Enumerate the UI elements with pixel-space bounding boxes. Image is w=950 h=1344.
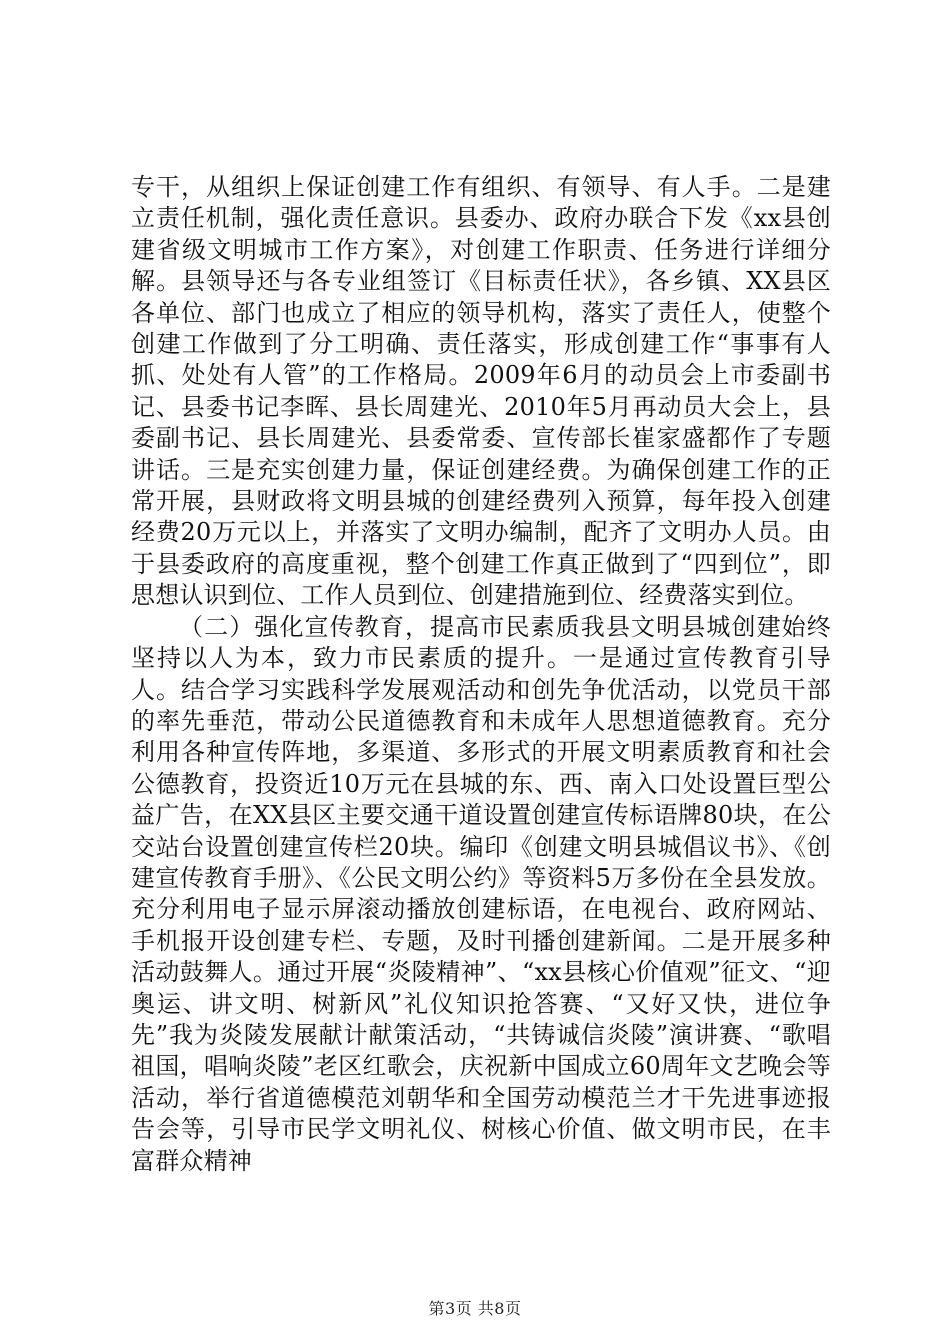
- document-body: [131, 172, 831, 1177]
- body-paragraph-2: （二）强化宣传教育，提高市民素质我县文明县城创建始终坚持以人为本，致力市民素质的提升。一是通过宣传教育引导人。结合学习实践科学发展观活动和创先争优活动，以党员干部的率先垂范，带动公民道德教育和未成年人思想道德教育。充分利用各种宣传阵地，多渠道、多形式的开展文明素质教育和社会公德教育，投资近10万元在县城的东、西、南入口处设置巨型公益广告，在XX县区主要交通干道设置创建宣传标语牌80块，在公交站台设置创建宣传栏20块。编印《创建文明县城倡议书》、《创建宣传教育手册》、《公民文明公约》等资料5万多份在全县发放。充分利用电子显示屏滚动播放创建标语，在电视台、政府网站、手机报开设创建专栏、专题，及时刊播创建新闻。二是开展多种活动鼓舞人。通过开展“炎陵精神”、“xx县核心价值观”征文、“迎奥运、讲文明、树新风”礼仪知识抢答赛、“又好又快，进位争先”我为炎陵发展献计献策活动，“共铸诚信炎陵”演讲赛、“歌唱祖国，唱响炎陵”老区红歌会，庆祝新中国成立60周年文艺晚会等活动，举行省道德模范刘朝华和全国劳动模范兰才干先进事迹报告会等，引导市民学文明礼仪、树核心价值、做文明市民，在丰富群众精神: [131, 612, 831, 1175]
- body-paragraph-1: 专干，从组织上保证创建工作有组织、有领导、有人手。二是建立责任机制，强化责任意识。县委办、政府办联合下发《xx县创建省级文明城市工作方案》，对创建工作职责、任务进行详细分解。县领导还与各专业组签订《目标责任状》，各乡镇、XX县区各单位、部门也成立了相应的领导机构，落实了责任人，使整个创建工作做到了分工明确、责任落实，形成创建工作“事事有人抓、处处有人管”的工作格局。2009年6月的动员会上市委副书记、县委书记李晖、县长周建光、2010年5月再动员大会上，县委副书记、县长周建光、县委常委、宣传部长崔家盛都作了专题讲话。三是充实创建力量，保证创建经费。为确保创建工作的正常开展，县财政将文明县城的创建经费列入预算，每年投入创建经费20万元以上，并落实了文明办编制，配齐了文明办人员。由于县委政府的高度重视，整个创建工作真正做到了“四到位”，即思想认识到位、工作人员到位、创建措施到位、经费落实到位。: [131, 173, 831, 610]
- page-number-footer: 第3页 共8页: [428, 1299, 522, 1318]
